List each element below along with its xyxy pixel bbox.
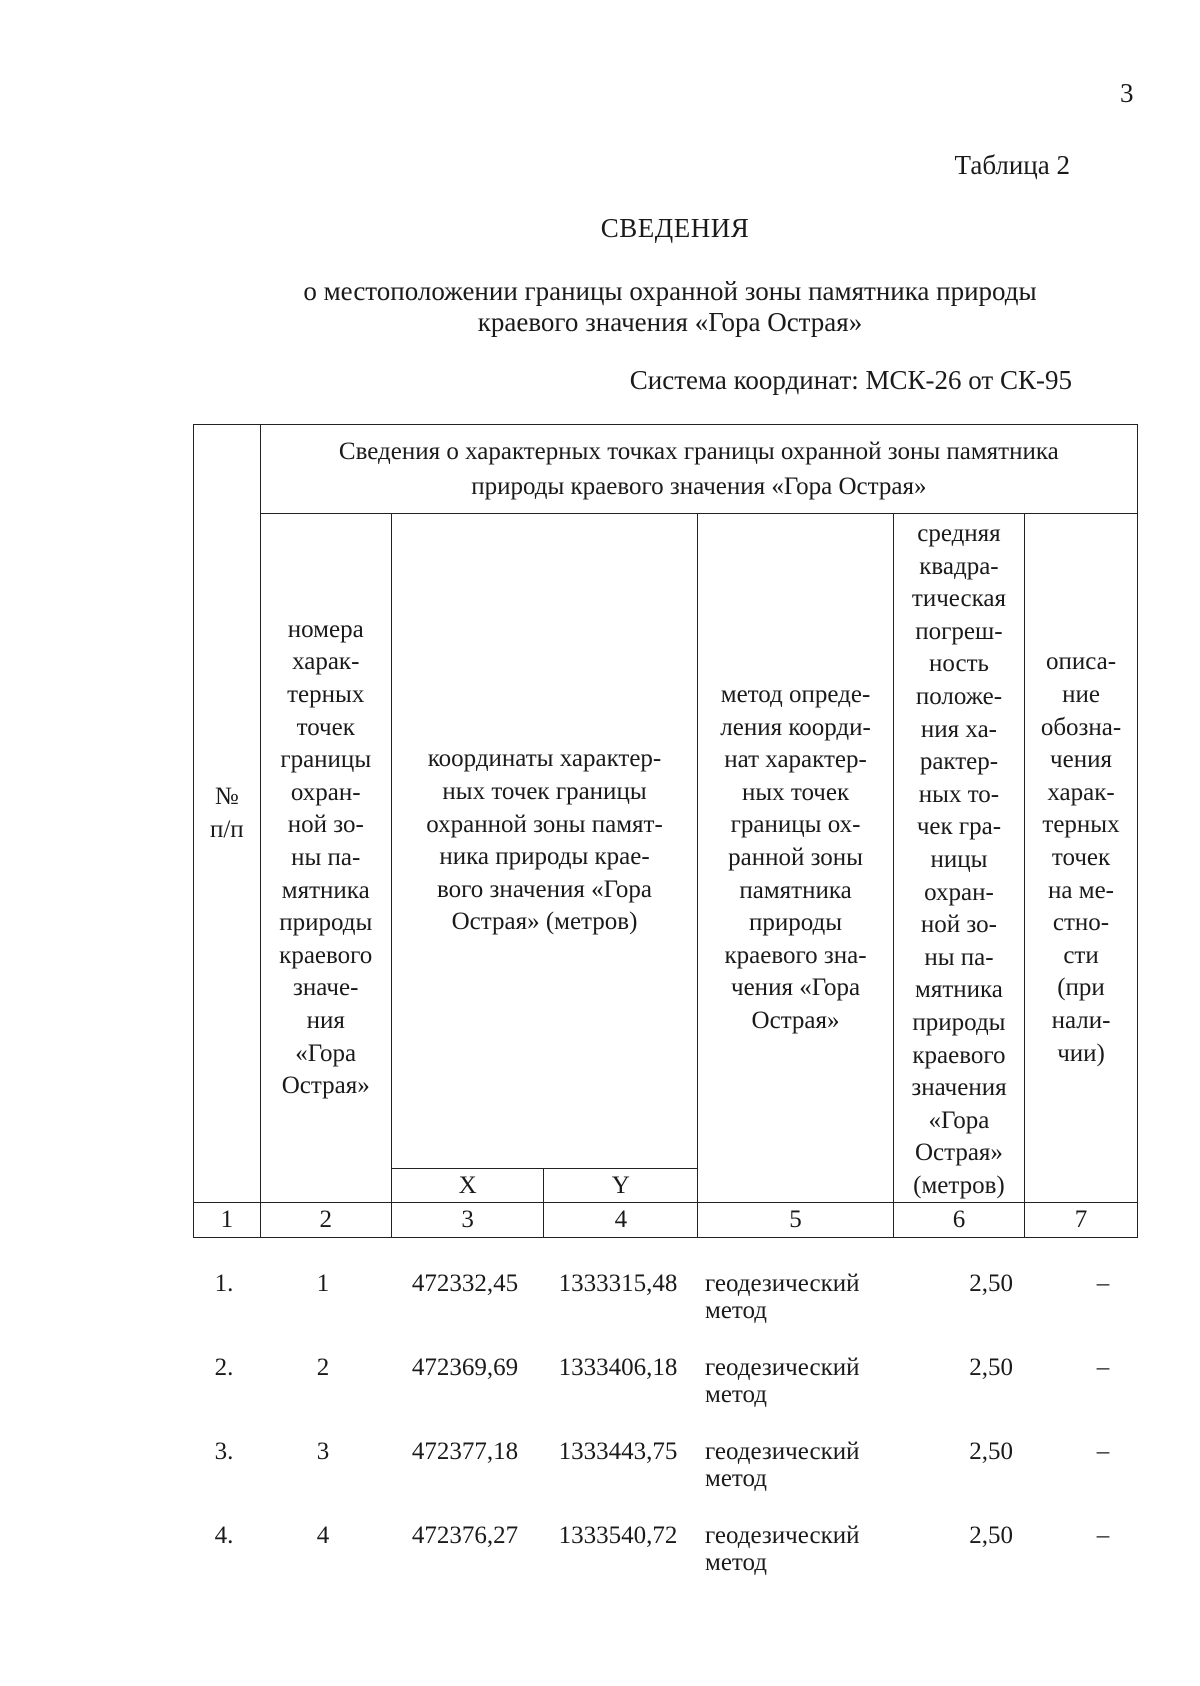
text-line: геодезический: [705, 1522, 860, 1549]
text-line: геодезический: [705, 1270, 860, 1297]
text-line: метод: [705, 1549, 768, 1576]
document-subtitle: [200, 276, 1140, 338]
method: [705, 1270, 905, 1324]
text-line: краевого: [279, 941, 373, 969]
text-line: ния ха-: [920, 715, 997, 743]
subtitle-line: о местоположении границы охранной зоны памятника природы: [303, 276, 1037, 306]
coordinate-x: 472332,45: [411, 1270, 519, 1297]
error-value: 2,50: [969, 1270, 1013, 1297]
text-line: точек: [296, 713, 355, 741]
text-line: Острая»: [281, 1072, 370, 1100]
header-col-coordinates: [391, 514, 697, 1169]
text-line: харак-: [292, 648, 360, 676]
column-number: 7: [1025, 1203, 1138, 1238]
text-line: координаты характер-: [427, 745, 662, 773]
text-line: геодезический: [705, 1354, 860, 1381]
text-line: терных: [287, 680, 365, 708]
point-number: 3: [316, 1438, 330, 1465]
method: [705, 1522, 905, 1576]
header-col-error: [893, 514, 1024, 1203]
coordinate-y: 1333443,75: [558, 1438, 678, 1465]
error-value: 2,50: [969, 1438, 1013, 1465]
header-y: Y: [544, 1169, 698, 1203]
text-line: ных точек: [741, 778, 850, 806]
text-line: тическая: [911, 585, 1006, 613]
text-line: значе-: [293, 974, 359, 1002]
coordinate-y: 1333540,72: [558, 1522, 678, 1549]
error-value: 2,50: [969, 1354, 1013, 1381]
text-line: сти: [1063, 941, 1099, 969]
text-line: природы: [912, 1008, 1006, 1036]
table-row: [193, 1438, 1138, 1522]
column-number: 4: [544, 1203, 698, 1238]
text-line: нат характер-: [724, 746, 867, 774]
coordinate-x: 472377,18: [411, 1438, 519, 1465]
text-line: нали-: [1051, 1006, 1111, 1034]
text-line: чения: [1050, 746, 1112, 774]
text-line: погреш-: [915, 617, 1003, 645]
error-value: 2,50: [969, 1522, 1013, 1549]
text-line: чии): [1057, 1039, 1105, 1067]
text-line: п/п: [209, 815, 244, 843]
coordinate-y: 1333406,18: [558, 1354, 678, 1381]
row-index: 4.: [214, 1522, 234, 1549]
text-line: ных то-: [918, 780, 1000, 808]
text-line: границы ох-: [730, 811, 861, 839]
page-number: 3: [1120, 78, 1134, 108]
text-line: точек: [1051, 843, 1111, 871]
text-line: Острая»: [914, 1139, 1003, 1167]
description: –: [1096, 1438, 1110, 1465]
text-line: метод: [705, 1381, 768, 1408]
text-line: рактер-: [919, 748, 999, 776]
text-line: охран-: [290, 778, 361, 806]
text-line: метод: [705, 1465, 768, 1492]
text-line: ние: [1062, 680, 1100, 708]
text-line: №: [214, 783, 239, 811]
method: [705, 1354, 905, 1408]
row-index: 2.: [214, 1354, 234, 1381]
table-label: Таблица 2: [954, 150, 1070, 180]
header-col-method: [698, 514, 894, 1203]
text-line: положе-: [915, 682, 1003, 710]
text-line: ранной зоны: [728, 843, 863, 871]
text-line: Сведения о характерных точках границы охранной зоны памятника: [338, 438, 1059, 465]
column-number: 3: [391, 1203, 544, 1238]
point-number: 1: [316, 1270, 330, 1297]
column-number: 1: [194, 1203, 261, 1238]
text-line: квадра-: [919, 552, 999, 580]
column-number: 6: [893, 1203, 1024, 1238]
text-line: (метров): [913, 1171, 1005, 1199]
text-line: ника природы крае-: [439, 843, 650, 871]
text-line: (при: [1057, 974, 1105, 1002]
document-title: СВЕДЕНИЯ: [600, 213, 750, 243]
text-line: геодезический: [705, 1438, 860, 1465]
description: –: [1096, 1270, 1110, 1297]
text-line: ны па-: [924, 943, 994, 971]
text-line: метод опреде-: [720, 680, 871, 708]
text-line: природы краевого значения «Гора Острая»: [471, 473, 927, 500]
header-col-point-numbers: [260, 514, 391, 1203]
description: –: [1096, 1354, 1110, 1381]
text-line: ной зо-: [920, 911, 997, 939]
text-line: охран-: [924, 878, 994, 906]
text-line: метод: [705, 1297, 768, 1324]
coordinate-x: 472376,27: [411, 1522, 519, 1549]
text-line: ницы: [930, 845, 988, 873]
coordinate-x: 472369,69: [411, 1354, 519, 1381]
text-line: «Гора: [295, 1039, 357, 1067]
coordinate-system: Система координат: МСК-26 от СК-95: [629, 365, 1072, 395]
header-col-number: [194, 425, 261, 1203]
text-line: ния: [306, 1006, 345, 1034]
point-number: 4: [316, 1522, 330, 1549]
subtitle-line: краевого значения «Гора Острая»: [477, 307, 863, 337]
text-line: ных точек границы: [442, 778, 647, 806]
text-line: Острая» (метров): [451, 908, 638, 936]
text-line: на ме-: [1048, 876, 1114, 904]
text-line: ность: [928, 650, 989, 678]
table-row: [193, 1354, 1138, 1438]
text-line: номера: [287, 615, 364, 643]
column-number: 5: [698, 1203, 894, 1238]
text-line: мятника: [915, 976, 1003, 1004]
text-line: мятника: [281, 876, 370, 904]
text-line: Острая»: [751, 1006, 840, 1034]
row-index: 3.: [214, 1438, 234, 1465]
text-line: природы: [279, 909, 373, 937]
text-line: краевого зна-: [724, 941, 867, 969]
text-line: вого значения «Гора: [437, 875, 652, 903]
text-line: средняя: [917, 520, 1001, 547]
text-line: чения «Гора: [731, 974, 861, 1002]
text-line: описа-: [1045, 648, 1117, 676]
table-row: [193, 1270, 1138, 1354]
text-line: обозна-: [1040, 713, 1122, 741]
table-body: [193, 1270, 1138, 1606]
text-line: чек гра-: [916, 813, 1002, 841]
text-line: харак-: [1047, 778, 1115, 806]
text-line: ны па-: [291, 843, 361, 871]
text-line: стно-: [1052, 909, 1110, 937]
text-line: ления коорди-: [720, 713, 871, 741]
text-line: природы: [749, 909, 843, 937]
text-line: памятника: [739, 876, 852, 904]
description: –: [1096, 1522, 1110, 1549]
text-line: охранной зоны памят-: [426, 810, 663, 838]
table-header: [193, 424, 1138, 1238]
column-number: 2: [260, 1203, 391, 1238]
text-line: границы: [280, 746, 372, 774]
point-number: 2: [316, 1354, 330, 1381]
text-line: значения: [911, 1074, 1007, 1102]
header-group-title: [260, 425, 1137, 514]
text-line: терных: [1042, 811, 1120, 839]
text-line: ной зо-: [287, 811, 364, 839]
header-x: X: [391, 1169, 544, 1203]
method: [705, 1438, 905, 1492]
row-index: 1.: [214, 1270, 234, 1297]
text-line: «Гора: [928, 1106, 990, 1134]
header-col-description: [1025, 514, 1138, 1203]
table-row: [193, 1522, 1138, 1606]
coordinate-y: 1333315,48: [558, 1270, 678, 1297]
text-line: краевого: [912, 1041, 1006, 1069]
